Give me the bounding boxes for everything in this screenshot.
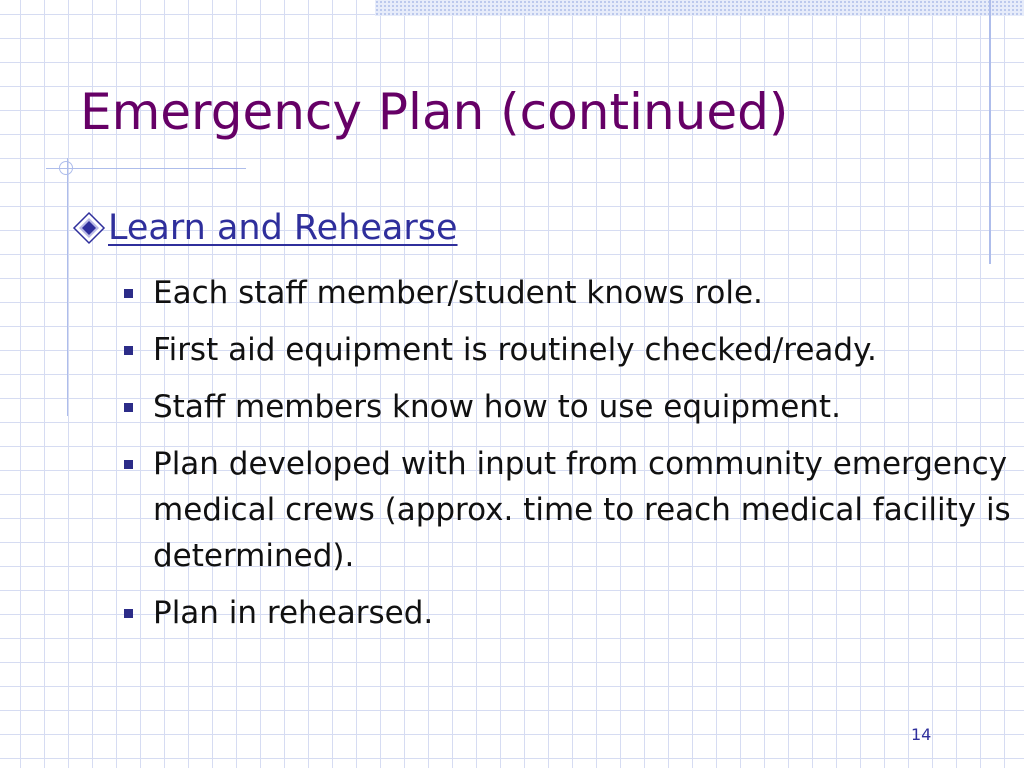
list-item (124, 270, 1019, 316)
bullet-text: Staff members know how to use equipment. (153, 389, 841, 425)
level1-bullet (72, 207, 458, 249)
square-bullet-icon (124, 289, 133, 298)
decorative-left-vertical-line (67, 158, 68, 416)
decorative-top-band (375, 0, 1024, 16)
list-item (124, 327, 1019, 373)
slide-title: Emergency Plan (continued) (80, 83, 789, 141)
list-item (124, 384, 1019, 430)
diamond-bullet-icon (72, 211, 106, 245)
bullet-list (124, 270, 1019, 647)
square-bullet-icon (124, 609, 133, 618)
list-item (124, 441, 1019, 579)
page-number: 14 (911, 725, 932, 744)
decorative-title-underline (46, 168, 246, 169)
decorative-right-vertical-line (989, 0, 991, 264)
square-bullet-icon (124, 346, 133, 355)
bullet-text: First aid equipment is routinely checked/ready. (153, 332, 877, 368)
bullet-text: Each staff member/student knows role. (153, 275, 763, 311)
level1-heading: Learn and Rehearse (108, 208, 458, 248)
bullet-text: Plan in rehearsed. (153, 595, 434, 631)
square-bullet-icon (124, 403, 133, 412)
decorative-circle-icon (59, 161, 73, 175)
list-item (124, 590, 1019, 636)
square-bullet-icon (124, 460, 133, 469)
bullet-text: Plan developed with input from community emergency medical crews (approx. time to reach medical facility is determined). (153, 446, 1011, 574)
